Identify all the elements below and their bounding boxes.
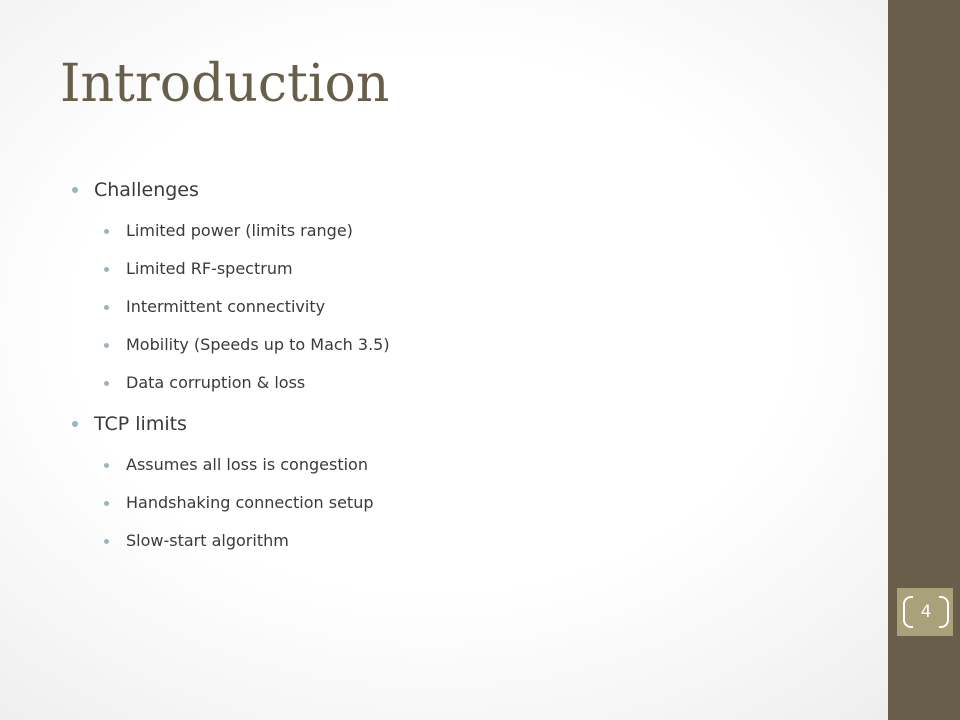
bullet-level2 (72, 288, 872, 326)
bullet-level1 (72, 408, 872, 440)
bullet-text: Limited power (limits range) (126, 221, 353, 240)
bullet-dot-icon (104, 343, 109, 348)
bullet-level2 (72, 326, 872, 364)
bullet-dot-icon (104, 305, 109, 310)
slide-content (72, 174, 872, 566)
bullet-level2 (72, 212, 872, 250)
bullet-text: Slow-start algorithm (126, 531, 289, 550)
bullet-dot-icon (104, 501, 109, 506)
bullet-dot-icon (104, 539, 109, 544)
bullet-level2 (72, 446, 872, 484)
bullet-text: Challenges (94, 179, 199, 201)
bullet-dot-icon (104, 229, 109, 234)
bullet-dot-icon (104, 267, 109, 272)
bracket-right-icon (939, 596, 949, 628)
section-tcp-limits (72, 408, 872, 560)
section-challenges (72, 174, 872, 402)
page-number: 4 (920, 602, 932, 622)
slide-title: Introduction (60, 54, 390, 114)
bullet-level2 (72, 484, 872, 522)
bullet-text: TCP limits (94, 413, 187, 435)
bullet-dot-icon (104, 381, 109, 386)
bullet-text: Handshaking connection setup (126, 493, 374, 512)
bullet-dot-icon (72, 421, 78, 427)
bullet-text: Limited RF-spectrum (126, 259, 293, 278)
bullet-level2 (72, 522, 872, 560)
bullet-text: Assumes all loss is congestion (126, 455, 368, 474)
bullet-text: Data corruption & loss (126, 373, 306, 392)
bullet-dot-icon (104, 463, 109, 468)
bullet-level2 (72, 250, 872, 288)
bullet-level1 (72, 174, 872, 206)
bracket-left-icon (903, 596, 913, 628)
bullet-dot-icon (72, 187, 78, 193)
bullet-level2 (72, 364, 872, 402)
bullet-text: Intermittent connectivity (126, 297, 326, 316)
bullet-text: Mobility (Speeds up to Mach 3.5) (126, 335, 390, 354)
